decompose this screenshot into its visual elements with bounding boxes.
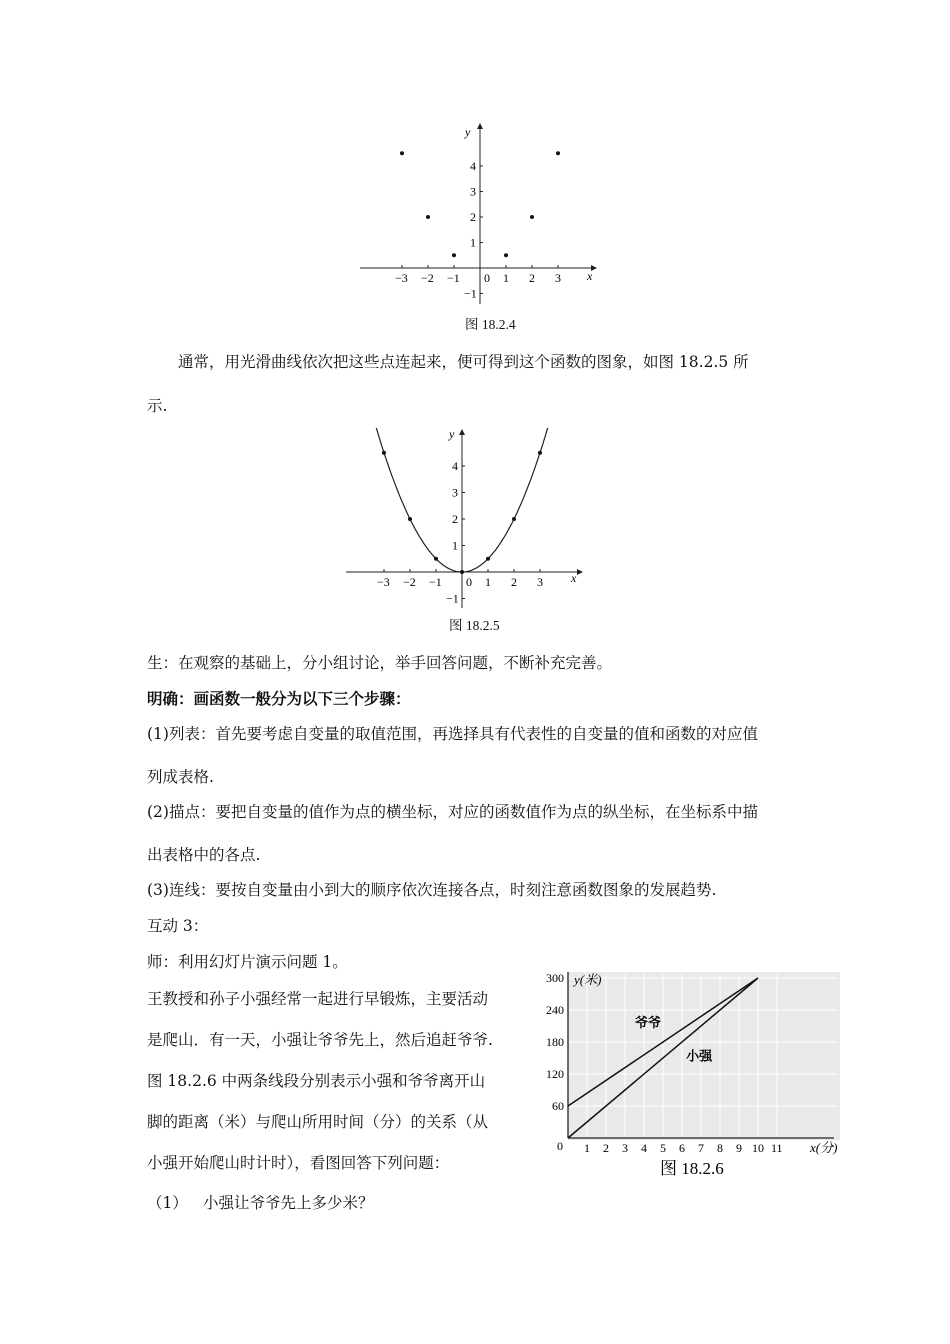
x-tick-label: 11 — [771, 1141, 783, 1155]
teacher-line: 师：利用幻灯片演示问题 1。 — [147, 953, 348, 971]
step-2-line: 出表格中的各点. — [147, 846, 261, 864]
x-tick-label: 10 — [752, 1141, 764, 1155]
data-point — [452, 253, 456, 257]
y-axis-label: y — [449, 428, 455, 441]
x-tick-label: 2 — [603, 1141, 609, 1155]
y-tick-label: −1 — [464, 286, 477, 301]
step-2-line: (2)描点：要把自变量的值作为点的横坐标，对应的函数值作为点的纵坐标，在坐标系中描 — [147, 803, 758, 821]
question-number: （1） — [147, 1194, 188, 1212]
data-point — [382, 451, 386, 455]
x-tick-label: −1 — [447, 271, 460, 285]
x-tick-label: 0 — [484, 271, 490, 285]
y-tick-label: 3 — [470, 184, 476, 199]
y-tick-label: 4 — [470, 159, 476, 173]
x-tick-label: 0 — [466, 575, 472, 589]
x-tick-label: −3 — [377, 575, 390, 589]
x-axis-label: x — [571, 571, 577, 585]
data-point — [486, 557, 490, 561]
data-point — [538, 451, 542, 455]
series-label: 小强 — [686, 1048, 713, 1064]
data-point — [504, 253, 508, 257]
x-tick-label: 1 — [485, 575, 491, 589]
x-tick-label: 5 — [660, 1141, 666, 1155]
figure-caption: 图 18.2.5 — [449, 618, 500, 633]
x-tick-label: 1 — [503, 271, 509, 285]
y-axis-arrow — [477, 123, 483, 129]
data-point — [512, 517, 516, 521]
paragraph-line: 示. — [147, 397, 168, 415]
y-tick-label: 300 — [546, 971, 564, 985]
x-tick-label: 3 — [537, 575, 543, 589]
y-tick-label: 1 — [470, 235, 476, 250]
y-tick-label: 2 — [470, 210, 476, 224]
series-label: 爷爷 — [635, 1015, 662, 1031]
y-axis-label: y — [465, 125, 471, 139]
y-tick-label: 60 — [552, 1099, 564, 1113]
y-tick-label: 120 — [546, 1067, 564, 1081]
y-tick-label: 4 — [452, 459, 458, 473]
x-tick-label: −2 — [403, 575, 416, 589]
step-3-line: (3)连线：要按自变量由小到大的顺序依次连接各点，时刻注意函数图象的发展趋势. — [147, 881, 717, 899]
y-tick-label: 3 — [452, 485, 458, 500]
data-point — [530, 215, 534, 219]
x-tick-label: −1 — [429, 575, 442, 589]
x-tick-label: 3 — [555, 271, 561, 285]
x-axis-arrow — [577, 569, 583, 575]
x-tick-label: 9 — [736, 1141, 742, 1155]
x-tick-label: −2 — [421, 271, 434, 285]
figure-18-2-6-chart — [538, 966, 850, 1182]
problem-line: 图 18.2.6 中两条线段分别表示小强和爷爷离开山 — [147, 1072, 486, 1090]
figure-caption: 图 18.2.4 — [465, 317, 516, 332]
x-tick-label: 1 — [584, 1141, 590, 1155]
x-tick-label: 6 — [679, 1141, 685, 1155]
problem-line: 王教授和孙子小强经常一起进行早锻炼，主要活动 — [147, 990, 489, 1008]
figure-18-2-5 — [343, 428, 588, 612]
data-point — [408, 517, 412, 521]
data-point — [460, 570, 464, 574]
data-point — [400, 151, 404, 155]
problem-line: 脚的距离（米）与爬山所用时间（分）的关系（从 — [147, 1113, 489, 1131]
step-1-line: 列成表格. — [147, 768, 214, 786]
interact-heading: 互动 3： — [147, 917, 209, 935]
x-tick-label: 3 — [622, 1141, 628, 1155]
data-point — [434, 557, 438, 561]
origin-label: 0 — [557, 1139, 563, 1153]
problem-line: 小强开始爬山时计时），看图回答下列问题： — [147, 1154, 450, 1172]
x-tick-label: 2 — [511, 575, 517, 589]
data-point — [426, 215, 430, 219]
y-tick-label: −1 — [446, 591, 459, 606]
y-tick-label: 1 — [452, 538, 458, 553]
x-tick-label: −3 — [395, 271, 408, 285]
y-axis-label: y(米) — [574, 972, 602, 987]
y-tick-label: 180 — [546, 1035, 564, 1049]
clarify-heading: 明确：画函数一般分为以下三个步骤： — [147, 689, 411, 708]
x-tick-label: 8 — [717, 1141, 723, 1155]
step-1-line: (1)列表：首先要考虑自变量的取值范围，再选择具有代表性的自变量的值和函数的对应值 — [147, 725, 758, 743]
y-tick-label: 2 — [452, 512, 458, 526]
question-text: 小强让爷爷先上多少米？ — [203, 1194, 374, 1212]
paragraph-line: 通常，用光滑曲线依次把这些点连起来，便可得到这个函数的图象，如图 18.2.5 所 — [178, 353, 749, 371]
y-tick-label: 240 — [546, 1003, 564, 1017]
x-tick-label: 7 — [698, 1141, 704, 1155]
x-axis-label: x(分) — [810, 1140, 838, 1155]
figure-18-2-4 — [355, 118, 600, 310]
x-tick-label: 4 — [641, 1141, 647, 1155]
student-line: 生：在观察的基础上，分小组讨论，举手回答问题，不断补充完善。 — [147, 654, 613, 672]
problem-line: 是爬山．有一天，小强让爷爷先上，然后追赶爷爷. — [147, 1031, 493, 1049]
y-axis-arrow — [459, 429, 465, 435]
x-axis-label: x — [587, 269, 593, 283]
figure-caption: 图 18.2.6 — [660, 1159, 724, 1178]
data-point — [556, 151, 560, 155]
x-tick-label: 2 — [529, 271, 535, 285]
